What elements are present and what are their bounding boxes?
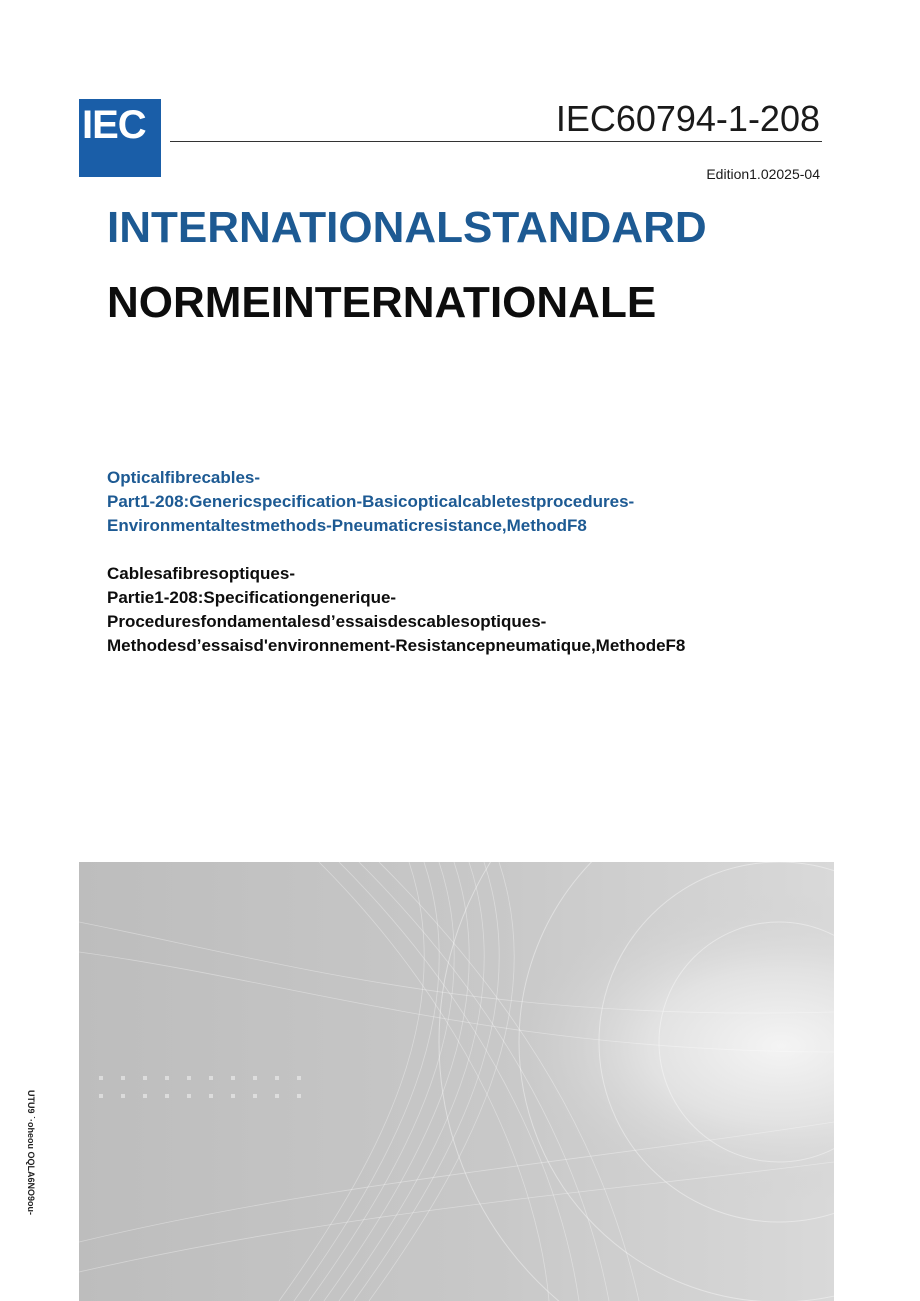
subtitle-english — [107, 466, 634, 538]
subtitle-fr-line: Partie1-208:Specificationgenerique- — [107, 588, 397, 607]
subtitle-fr-line: Proceduresfondamentalesdʼessaisdescablesoptiques- — [107, 612, 547, 631]
subtitle-french — [107, 562, 685, 658]
logo-text: IEC — [82, 103, 146, 147]
subtitle-en-line: Part1-208:Genericspecification-Basicopticalcabletestprocedures- — [107, 492, 635, 511]
subtitle-en-line: Opticalfibrecables- — [107, 468, 261, 487]
subtitle-fr-line: Methodesdʼessaisd'environnement-Resistancepneumatique,MethodeF8 — [107, 636, 686, 655]
title-norme-internationale: NORMEINTERNATIONALE — [107, 278, 657, 327]
title-international-standard: INTERNATIONALSTANDARD — [107, 203, 707, 252]
subtitle-en-line: Environmentaltestmethods-Pneumaticresistance,MethodF8 — [107, 516, 587, 535]
abstract-fibre-lines-image — [79, 862, 834, 1301]
standard-number: IEC60794-1-208 — [555, 98, 820, 139]
side-document-code: UTU9 ˙·oheou OQLA6NO9ou- — [26, 1090, 36, 1215]
edition-label: Edition1.02025-04 — [706, 166, 820, 182]
header-divider — [170, 141, 822, 142]
cover-decorative-image — [79, 862, 834, 1301]
iec-logo — [79, 99, 161, 177]
subtitle-fr-line: Cablesafibresoptiques- — [107, 564, 295, 583]
